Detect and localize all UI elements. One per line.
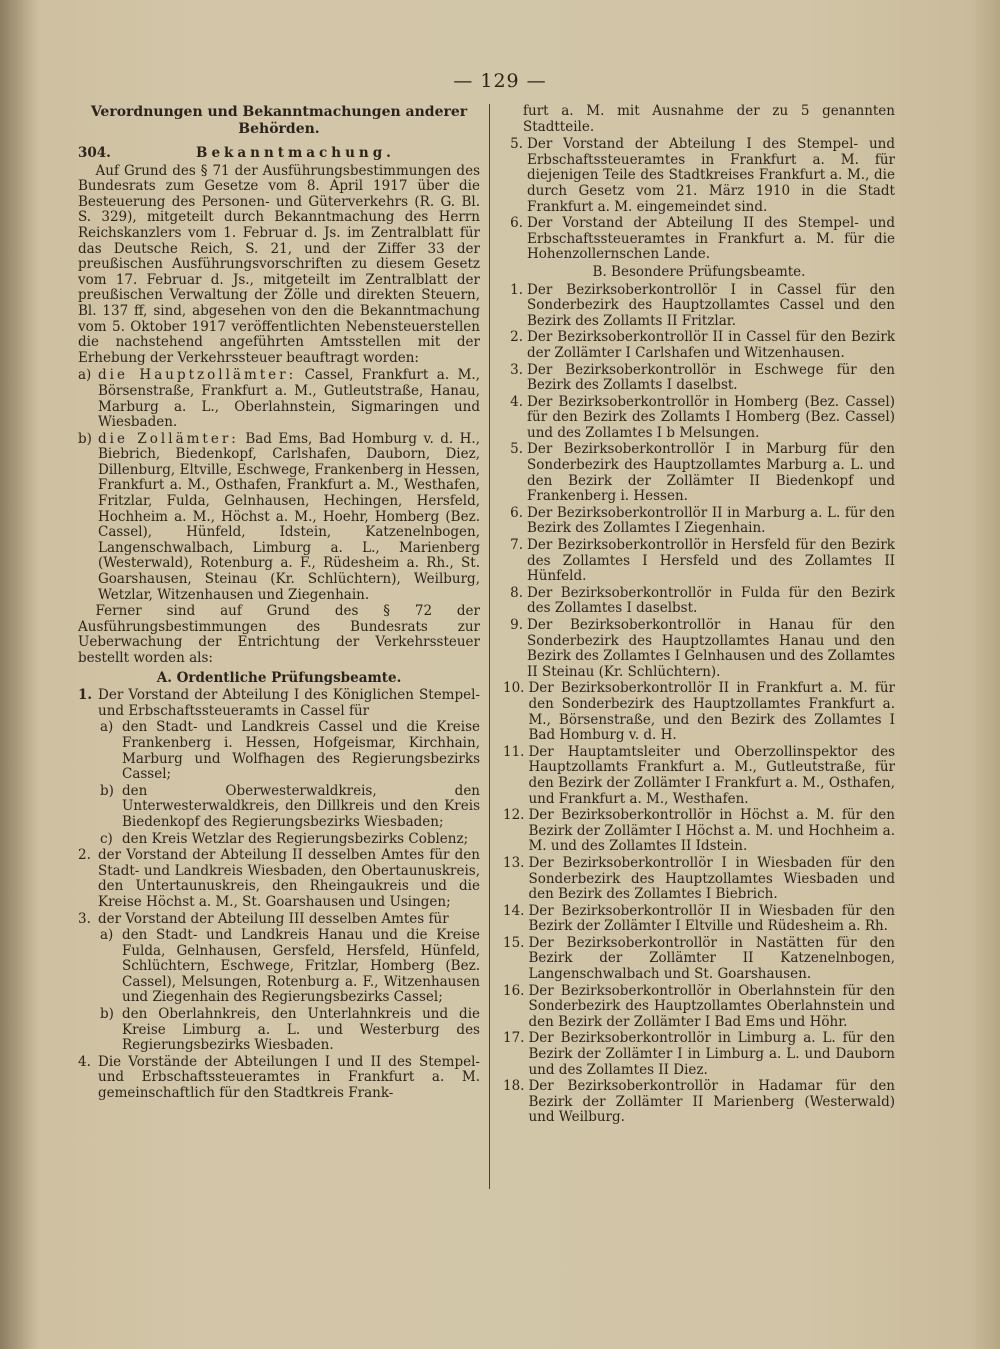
list-label: 3. (78, 910, 91, 927)
list-label: b) (100, 1006, 114, 1023)
list-label: 13. (503, 854, 525, 871)
b-item (503, 681, 895, 743)
section-b-heading: B. Besondere Prüfungsbeamte. (592, 263, 806, 280)
list-text: den Oberwesterwaldkreis, den Unterwesterwaldkreis, den Dillkreis und den Kreis Biedenkopf des Regierungsbezirks Wiesbaden; (122, 782, 480, 830)
list-label: 6. (510, 215, 523, 232)
list-item-b (78, 432, 480, 604)
list-label: 11. (503, 743, 525, 760)
b-item (503, 442, 895, 504)
list-text: Der Bezirksoberkontrollör in Fulda für den Bezirk des Zollamtes I daselbst. (527, 584, 895, 617)
list-label: 16. (503, 982, 525, 999)
continuation-text: furt a. M. mit Ausnahme der zu 5 genannten Stadtteile. (523, 103, 895, 135)
b-item (503, 363, 895, 394)
list-label: 10. (503, 680, 525, 697)
list-item-2 (78, 848, 480, 910)
list-label: a) (100, 927, 114, 944)
list-label: a) (100, 719, 114, 736)
list-text: Der Bezirksoberkontrollör in Höchst a. M. für den Bezirk der Zollämter I Höchst a. M. und Hochheim a. M. und des Zollamtes II Idstein. (528, 807, 895, 855)
b-item (503, 745, 895, 807)
list-text-body: Bad Ems, Bad Homburg v. d. H., Biebrich, Biedenkopf, Carlshafen, Dauborn, Diez, Dillenburg, Eltville, Eschwege, Frankenberg in Hessen, Frankfurt a. M., Osthafen, Frankfurt a. M., Westhafen, Fritzlar, Fulda, Gelnhausen, Hechingen, Hersfeld, Hochheim a. M., Höchst a. M., Hoehr, Homberg (Bez. Cassel), Hünfeld, Idstein, Katzenelnbogen, Langenschwalbach, Limburg a. L., Marienberg (Westerwald), Rotenburg a. F., Rüdesheim a. Rh., St. Goarshausen, Steinau (Kr. Schlüchtern), Weilburg, Wetzlar, Witzenhausen und Ziegenhain. (98, 430, 481, 603)
sublist-item-3a (100, 928, 480, 1006)
b-item (503, 506, 895, 537)
spaced-term: die Hauptzollämter: (98, 367, 297, 384)
list-label: 5. (510, 441, 523, 458)
list-label: 18. (503, 1078, 525, 1095)
spaced-term: die Zollämter: (98, 430, 239, 447)
list-label: 8. (510, 584, 523, 601)
b-item (503, 1079, 895, 1126)
list-text: Der Bezirksoberkontrollör in Homberg (Bez. Cassel) für den Bezirk des Zollamts I Homberg (Bez. Cassel) und des Zollamtes I b Melsungen. (527, 393, 895, 441)
spine-shadow (0, 0, 40, 1349)
list-text: den Kreis Wetzlar des Regierungsbezirks Coblenz; (122, 830, 469, 847)
announcement-title (78, 146, 480, 162)
list-item-6 (503, 216, 895, 263)
list-label: 15. (503, 934, 525, 951)
list-text: den Stadt- und Landkreis Hanau und die Kreise Fulda, Gelnhausen, Gersfeld, Hersfeld, Hünfeld, Schlüchtern, Eschwege, Fritzlar, Homberg (Bez. Cassel), Melsungen, Rotenburg a. F., Witzenhausen und Ziegenhain des Regierungsbezirks Cassel; (122, 927, 480, 1006)
list-text: Der Hauptamtsleiter und Oberzollinspektor des Hauptzollamts Frankfurt a. M., Gutleutstraße, für den Bezirk der Zollämter I Frankfurt a. M., Osthafen, und Frankfurt a. M., Westhafen. (528, 743, 895, 807)
list-label: 6. (510, 504, 523, 521)
list-text: Der Bezirksoberkontrollör II in Wiesbaden für den Bezirk der Zollämter I Eltville und Rüdesheim a. Rh. (528, 902, 895, 935)
list-label: c) (100, 830, 113, 847)
list-text: Der Bezirksoberkontrollör II in Marburg a. L. für den Bezirk des Zollamtes I Ziegenhain. (527, 504, 895, 537)
list-label: 7. (510, 537, 523, 554)
list-label: b) (100, 782, 114, 799)
announcement-title-text: Bekanntmachung. (196, 145, 395, 161)
list-text: Der Bezirksoberkontrollör I in Wiesbaden für den Sonderbezirk des Hauptzollamtes Wiesbaden und den Bezirk des Zollamtes I Biebrich. (528, 854, 895, 903)
list-label: 1. (78, 687, 93, 704)
b-item (503, 1031, 895, 1078)
list-text: der Vorstand der Abteilung II desselben Amtes für den Stadt- und Landkreis Wiesbaden, den Obertaunuskreis, den Untertaunuskreis, den Rheingaukreis und die Kreise Höchst a. M., St. Goarshausen und Usingen; (98, 847, 480, 910)
ferner-paragraph: Ferner sind auf Grund des § 72 der Ausführungsbestimmungen des Bundesrats zur Ueberwachung der Entrichtung der Verkehrssteuer bestellt worden als: (78, 603, 480, 666)
b-item (503, 936, 895, 983)
list-text: Der Vorstand der Abteilung II des Stempel- und Erbschaftssteueramtes in Frankfurt a. M. für die Hohenzollernschen Lande. (527, 215, 895, 263)
list-text (98, 368, 480, 430)
intro-paragraph: Auf Grund des § 71 der Ausführungsbestimmungen des Bundesrats zum Gesetze vom 8. April 1917 über die Besteuerung des Personen- und Güterverkehrs (R. G. Bl. S. 329), mitgeteilt durch Bekanntmachung des Herrn Reichskanzlers vom 1. Februar d. Js. im Zentralblatt für das Deutsche Reich, S. 21, und der Ziffer 33 der preußischen Ausführungsvorschriften zu diesem Gesetz vom 17. Februar d. Js., mitgeteilt im Zentralblatt der preußischen Verwaltung der Zölle und direkten Steuern, Bl. 137 ff, sind, abgesehen von den die Bekanntmachung vom 5. Oktober 1917 veröffentlichten Nebensteuerstellen die nachstehend angeführten Amtsstellen mit der Erhebung der Verkehrssteuer beauftragt worden: (78, 162, 480, 366)
list-label: 4. (510, 393, 523, 410)
list-label: 2. (78, 847, 91, 864)
page-number: — 129 — (453, 70, 547, 92)
list-label: 2. (510, 329, 523, 346)
list-text: Der Bezirksoberkontrollör in Limburg a. L. für den Bezirk der Zollämter I in Limburg a. L. und Dauborn und des Zollamtes II Diez. (528, 1030, 895, 1078)
list-text: Der Bezirksoberkontrollör I in Cassel für den Sonderbezirk des Hauptzollamtes Cassel und den Bezirk des Zollamts II Fritzlar. (527, 281, 895, 329)
b-item (503, 984, 895, 1031)
list-item-5 (503, 137, 895, 215)
list-label: 17. (503, 1030, 525, 1047)
list-text: Der Bezirksoberkontrollör I in Marburg für den Sonderbezirk des Hauptzollamtes Marburg a. L. und den Bezirk der Zollämter II Biedenkopf und Frankenberg i. Hessen. (527, 441, 895, 505)
list-label: 9. (510, 617, 523, 633)
b-item (503, 856, 895, 903)
sublist-item-1a (100, 720, 480, 782)
b-item (503, 586, 895, 617)
announcement-number: 304. (78, 145, 111, 161)
list-text: Der Bezirksoberkontrollör in Hadamar für den Bezirk der Zollämter II Marienberg (Westerwald) und Weilburg. (528, 1078, 895, 1126)
list-item-1 (78, 688, 480, 719)
list-text: Der Vorstand der Abteilung I des Königlichen Stempel- und Erbschaftssteueramts in Cassel für (98, 687, 480, 719)
b-item (503, 618, 895, 680)
right-column (503, 104, 895, 1127)
b-item (503, 904, 895, 935)
list-label: a) (78, 367, 92, 384)
list-label: 12. (503, 807, 525, 824)
list-label: 1. (510, 281, 523, 298)
list-text: Der Bezirksoberkontrollör in Hanau für den Sonderbezirk des Hauptzollamtes Hanau und den Bezirk des Zollamtes I Gelnhausen und des Zollamtes II Steinau (Kr. Schlüchtern). (527, 617, 896, 680)
b-item (503, 808, 895, 855)
list-text: Der Bezirksoberkontrollör in Eschwege für den Bezirk des Zollamts I daselbst. (527, 361, 895, 394)
list-label: b) (78, 430, 92, 447)
b-item (503, 283, 895, 330)
list-label: 4. (78, 1053, 91, 1070)
list-text-body: Cassel, Frankfurt a. M., Börsenstraße, Frankfurt a. M., Gutleutstraße, Hanau, Marburg a. L., Oberlahnstein, Sigmaringen und Wiesbaden. (98, 367, 481, 431)
b-item (503, 330, 895, 361)
list-text: Der Bezirksoberkontrollör II in Cassel für den Bezirk der Zollämter I Carlshafen und Witzenhausen. (527, 329, 895, 361)
list-text (98, 432, 480, 604)
list-label: 5. (510, 136, 523, 153)
list-text: den Oberlahnkreis, den Unterlahnkreis und die Kreise Limburg a. L. und Westerburg des Regierungsbezirks Wiesbaden. (122, 1006, 480, 1054)
b-item (503, 395, 895, 442)
sublist-item-1b (100, 784, 480, 831)
list-text: der Vorstand der Abteilung III desselben Amtes für (98, 910, 449, 927)
column-divider (489, 104, 490, 1189)
list-label: 3. (510, 361, 523, 378)
list-text: Der Bezirksoberkontrollör in Nastätten für den Bezirk der Zollämter II Katzenelnbogen, Langenschwalbach und St. Goarshausen. (528, 934, 895, 983)
list-text: Die Vorstände der Abteilungen I und II des Stempel- und Erbschaftssteueramtes in Frankfurt a. M. gemeinschaftlich für den Stadtkreis Frank- (98, 1053, 480, 1102)
list-text: Der Bezirksoberkontrollör in Oberlahnstein für den Sonderbezirk des Hauptzollamtes Oberlahnstein und den Bezirk der Zollämter I Bad Ems und Höhr. (528, 982, 895, 1030)
section-a-heading: A. Ordentliche Prüfungsbeamte. (156, 669, 402, 686)
list-item-4 (78, 1055, 480, 1102)
list-text: Der Bezirksoberkontrollör in Hersfeld für den Bezirk des Zollamtes I Hersfeld und des Zollamtes II Hünfeld. (527, 537, 895, 585)
sublist-item-1c (100, 832, 480, 848)
sublist-item-3b (100, 1007, 480, 1054)
list-text: Der Vorstand der Abteilung I des Stempel- und Erbschaftssteueramtes in Frankfurt a. M. für diejenigen Teile des Stadtkreises Frankfurt a. M., die durch Gesetz vom 21. März 1910 in die Stadt Frankfurt a. M. eingemeindet sind. (527, 136, 895, 215)
left-column (78, 104, 480, 1103)
list-label: 14. (503, 902, 525, 919)
list-item-3 (78, 912, 480, 928)
section-heading: Verordnungen und Bekanntmachungen anderer Behörden. (90, 104, 468, 137)
b-item (503, 538, 895, 585)
list-item-a (78, 368, 480, 430)
list-text: Der Bezirksoberkontrollör II in Frankfurt a. M. für den Sonderbezirk des Hauptzollamtes Frankfurt a. M., Börsenstraße, und den Bezirk des Zollamtes I Bad Homburg v. d. H. (528, 680, 895, 744)
list-text: den Stadt- und Landkreis Cassel und die Kreise Frankenberg i. Hessen, Hofgeismar, Kirchhain, Marburg und Wolfhagen des Regierungsbezirks Cassel; (122, 719, 480, 783)
